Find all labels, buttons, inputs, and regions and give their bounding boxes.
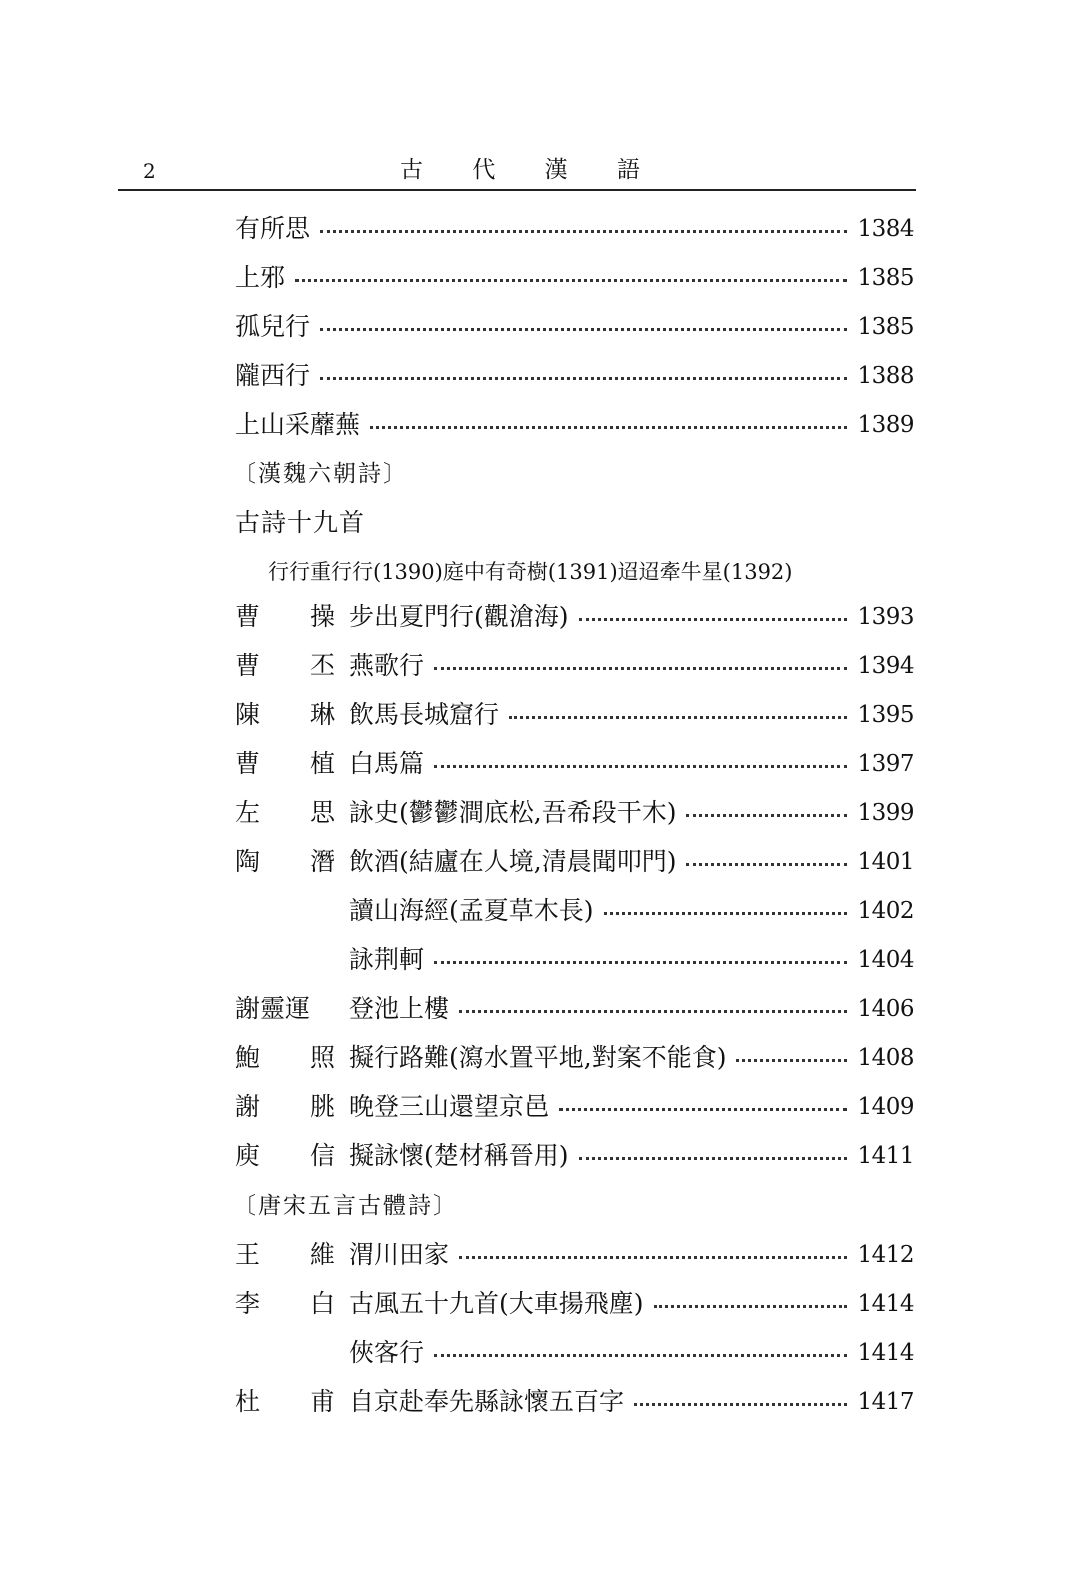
entry-page: 1385	[857, 265, 914, 291]
entry-page: 1385	[857, 314, 914, 340]
dot-leader	[579, 1157, 848, 1160]
entry-page: 1384	[857, 216, 914, 242]
page-number: 2	[143, 159, 156, 183]
toc-entry	[235, 793, 914, 833]
dot-leader	[434, 667, 847, 670]
entry-title: 白馬篇	[349, 749, 425, 778]
author-name: 陳 琳	[235, 700, 335, 729]
entry-title: 步出夏門行(觀滄海)	[349, 602, 569, 631]
author-name: 謝靈運	[235, 994, 311, 1023]
entry-page: 1388	[857, 363, 914, 389]
dot-leader	[320, 328, 847, 331]
running-title	[400, 154, 640, 186]
entry-page: 1404	[857, 947, 914, 973]
author-name: 李 白	[235, 1289, 335, 1318]
entry-page: 1389	[857, 412, 914, 438]
dot-leader	[295, 279, 847, 282]
entry-title: 古風五十九首(大車揚飛塵)	[349, 1289, 644, 1318]
toc-entry	[235, 1235, 914, 1275]
dot-leader	[604, 912, 848, 915]
dot-leader	[736, 1059, 847, 1062]
entry-title: 有所思	[235, 214, 311, 243]
entry-page: 1399	[857, 800, 914, 826]
running-title-char: 語	[616, 157, 640, 183]
entry-page: 1414	[857, 1340, 914, 1366]
toc-entry	[235, 940, 914, 980]
entry-title: 飲馬長城窟行	[349, 700, 500, 729]
entry-title: 登池上樓	[349, 994, 450, 1023]
entry-title: 自京赴奉先縣詠懷五百字	[349, 1387, 625, 1416]
author-name: 曹 丕	[235, 651, 335, 680]
author-name: 謝 朓	[235, 1092, 335, 1121]
entry-page: 1409	[857, 1094, 914, 1120]
toc-entry	[235, 989, 914, 1029]
toc-entry	[235, 209, 914, 249]
toc-entry	[235, 597, 914, 637]
sub-poem-list: 行行重行行(1390)庭中有奇樹(1391)迢迢牽牛星(1392)	[268, 560, 793, 584]
dot-leader	[509, 716, 847, 719]
toc-entry	[235, 1136, 914, 1176]
entry-page: 1402	[857, 898, 914, 924]
dot-leader	[320, 377, 847, 380]
dot-leader	[434, 961, 847, 964]
entry-page: 1412	[857, 1242, 914, 1268]
toc-entry	[235, 1333, 914, 1373]
entry-title: 俠客行	[349, 1338, 425, 1367]
running-title-char: 代	[472, 157, 496, 183]
author-name: 杜 甫	[235, 1387, 335, 1416]
section-heading: 〔唐宋五言古體詩〕	[233, 1193, 458, 1219]
dot-leader	[459, 1010, 847, 1013]
entry-page: 1395	[857, 702, 914, 728]
header-rule	[118, 189, 916, 191]
entry-title: 擬行路難(瀉水置平地,對案不能食)	[349, 1043, 727, 1072]
toc-entry	[235, 744, 914, 784]
entry-title: 燕歌行	[349, 651, 425, 680]
subsection-heading: 古詩十九首	[235, 508, 366, 537]
entry-title: 擬詠懷(楚材稱晉用)	[349, 1141, 569, 1170]
running-title-char: 古	[400, 157, 423, 183]
dot-leader	[579, 618, 848, 621]
entry-title: 隴西行	[235, 361, 311, 390]
entry-title: 上山采蘼蕪	[235, 410, 361, 439]
toc-entry	[235, 1038, 914, 1078]
toc-entry	[235, 356, 914, 396]
entry-page: 1417	[857, 1389, 914, 1415]
author-name: 曹 操	[235, 602, 335, 631]
dot-leader	[434, 765, 847, 768]
entry-title: 晚登三山還望京邑	[349, 1092, 550, 1121]
author-name: 左 思	[235, 798, 335, 827]
author-name: 曹 植	[235, 749, 335, 778]
entry-page: 1414	[857, 1291, 914, 1317]
running-title-char: 漢	[544, 157, 568, 183]
section-heading: 〔漢魏六朝詩〕	[233, 461, 408, 487]
toc-entry	[235, 405, 914, 445]
entry-title: 上邪	[235, 263, 286, 292]
author-name: 王 維	[235, 1240, 335, 1269]
dot-leader	[559, 1108, 847, 1111]
toc-entry	[235, 891, 914, 931]
author-name: 陶 潛	[235, 847, 335, 876]
entry-page: 1401	[857, 849, 914, 875]
entry-page: 1394	[857, 653, 914, 679]
entry-page: 1411	[857, 1143, 914, 1169]
entry-title: 讀山海經(孟夏草木長)	[349, 896, 594, 925]
dot-leader	[459, 1256, 847, 1259]
toc-entry	[235, 695, 914, 735]
entry-title: 飲酒(結廬在人境,清晨聞叩門)	[349, 847, 677, 876]
author-name: 鮑 照	[235, 1043, 335, 1072]
toc-entry	[235, 646, 914, 686]
toc-entry	[235, 842, 914, 882]
dot-leader	[634, 1403, 847, 1406]
entry-page: 1408	[857, 1045, 914, 1071]
entry-title: 孤兒行	[235, 312, 311, 341]
dot-leader	[686, 863, 847, 866]
dot-leader	[370, 426, 847, 429]
entry-title: 渭川田家	[349, 1240, 450, 1269]
dot-leader	[654, 1305, 848, 1308]
toc-entry	[235, 1284, 914, 1324]
toc-entry	[235, 307, 914, 347]
dot-leader	[320, 230, 847, 233]
toc-entry	[235, 1382, 914, 1422]
entry-page: 1393	[857, 604, 914, 630]
dot-leader	[434, 1354, 847, 1357]
author-name: 庾 信	[235, 1141, 335, 1170]
dot-leader	[686, 814, 847, 817]
entry-title: 詠荆軻	[349, 945, 425, 974]
entry-page: 1397	[857, 751, 914, 777]
entry-title: 詠史(鬱鬱澗底松,吾希段干木)	[349, 798, 677, 827]
entry-page: 1406	[857, 996, 914, 1022]
toc-entry	[235, 1087, 914, 1127]
toc-entry	[235, 258, 914, 298]
